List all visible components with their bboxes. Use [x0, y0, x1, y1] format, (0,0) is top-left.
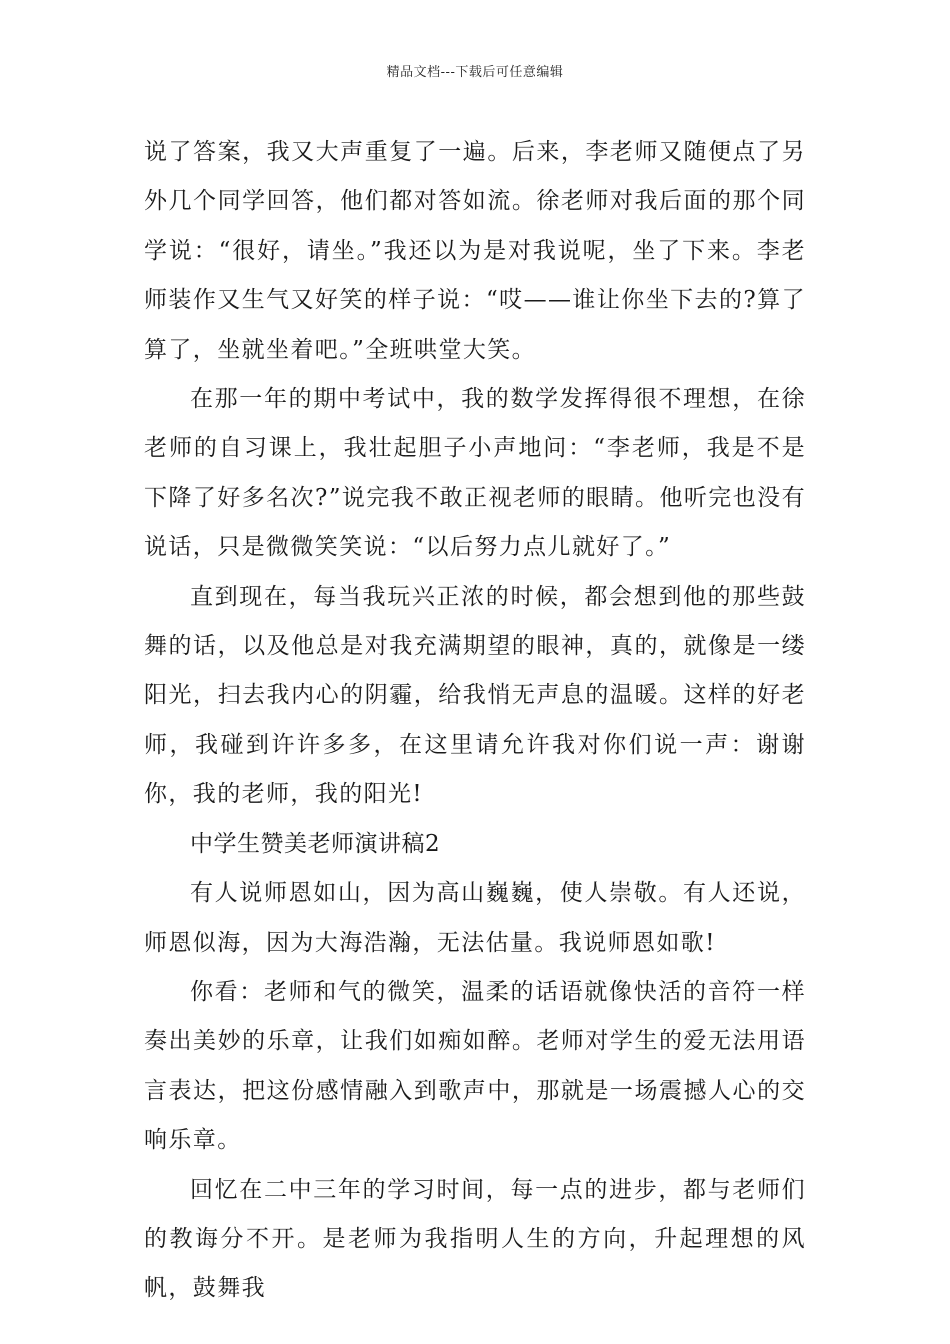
- paragraph-smile: 你看：老师和气的微笑，温柔的话语就像快活的音符一样奏出美妙的乐章，让我们如痴如醉。老师对学生的爱无法用语言表达，把这份感情融入到歌声中，那就是一场震撼人心的交响乐章。: [144, 978, 806, 1154]
- paragraph-teacher-grace: 有人说师恩如山，因为高山巍巍，使人崇敬。有人还说，师恩似海，因为大海浩瀚，无法估量。我说师恩如歌!: [144, 880, 806, 956]
- paragraph-gratitude: 直到现在，每当我玩兴正浓的时候，都会想到他的那些鼓舞的话，以及他总是对我充满期望的眼神，真的，就像是一缕阳光，扫去我内心的阴霾，给我悄无声息的温暖。这样的好老师，我碰到许许多多，在这里请允许我对你们说一声：谢谢你，我的老师，我的阳光!: [144, 583, 806, 808]
- page-header: 精品文档---下载后可任意编辑: [386, 65, 564, 80]
- document-body: [144, 128, 806, 1314]
- paragraph-memories: 回忆在二中三年的学习时间，每一点的进步，都与老师们的教诲分不开。是老师为我指明人生的方向，升起理想的风帆，鼓舞我: [144, 1176, 806, 1302]
- paragraph-continued: 说了答案，我又大声重复了一遍。后来，李老师又随便点了另外几个同学回答，他们都对答如流。徐老师对我后面的那个同学说：“很好，请坐。”我还以为是对我说呢，坐了下来。李老师装作又生气又好笑的样子说：“哎——谁让你坐下去的?算了算了，坐就坐着吧。”全班哄堂大笑。: [144, 139, 806, 363]
- section-heading: 中学生赞美老师演讲稿2: [190, 830, 441, 857]
- paragraph-exam: 在那一年的期中考试中，我的数学发挥得很不理想，在徐老师的自习课上，我壮起胆子小声地问：“李老师，我是不是下降了好多名次?”说完我不敢正视老师的眼睛。他听完也没有说话，只是微微笑笑说：“以后努力点儿就好了。”: [144, 386, 806, 561]
